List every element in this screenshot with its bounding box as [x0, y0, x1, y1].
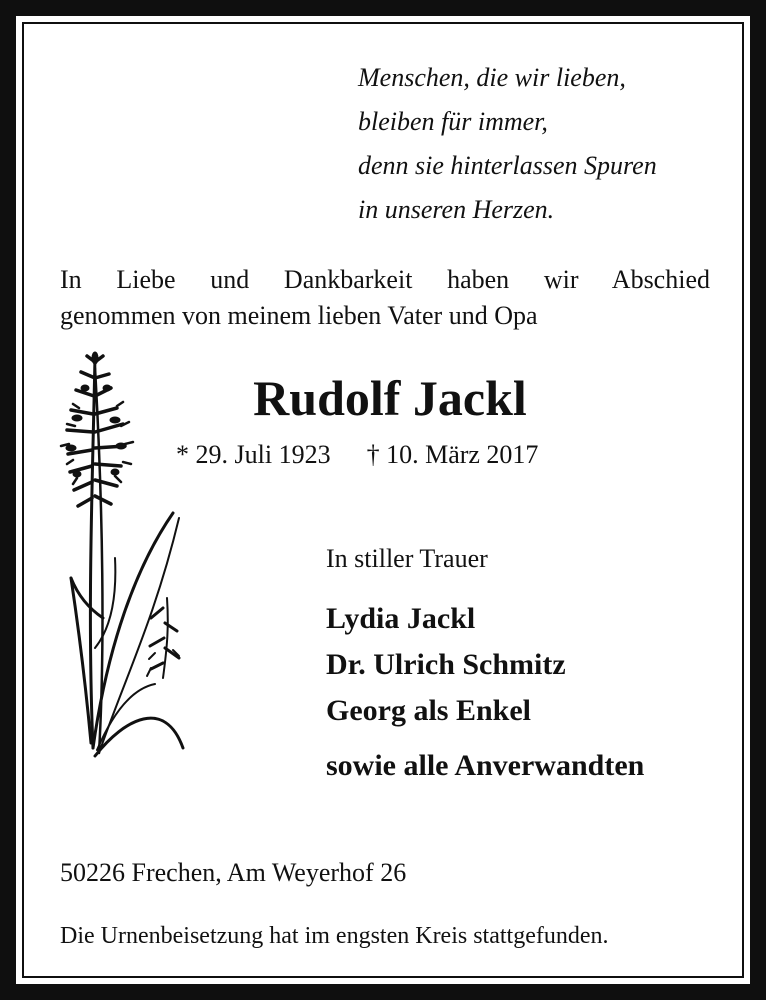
- mourner-list: [326, 596, 566, 734]
- poem: [358, 56, 657, 232]
- address: 50226 Frechen, Am Weyerhof 26: [60, 858, 407, 887]
- relatives-line: sowie alle Anverwandten: [326, 749, 645, 782]
- burial-notice: Die Urnenbeisetzung hat im engsten Kreis stattgefunden.: [60, 923, 609, 949]
- mourner-name: Dr. Ulrich Schmitz: [326, 648, 566, 681]
- intro-text: [60, 262, 710, 334]
- mourning-phrase: In stiller Trauer: [326, 544, 488, 573]
- death-date: † 10. März 2017: [366, 440, 539, 469]
- mourner-name: Georg als Enkel: [326, 694, 532, 727]
- deceased-name: Rudolf Jackl: [253, 370, 527, 426]
- mourner-name: Lydia Jackl: [326, 602, 476, 635]
- poem-line: bleiben für immer,: [358, 107, 548, 136]
- poem-line: in unseren Herzen.: [358, 195, 555, 224]
- birth-date: * 29. Juli 1923: [176, 440, 331, 469]
- poem-line: denn sie hinterlassen Spuren: [358, 151, 657, 180]
- poem-line: Menschen, die wir lieben,: [358, 63, 626, 92]
- life-dates: [176, 438, 538, 472]
- intro-line: In Liebe und Dankbarkeit haben wir Abschied: [60, 265, 710, 294]
- intro-line: genommen von meinem lieben Vater und Opa: [60, 301, 538, 330]
